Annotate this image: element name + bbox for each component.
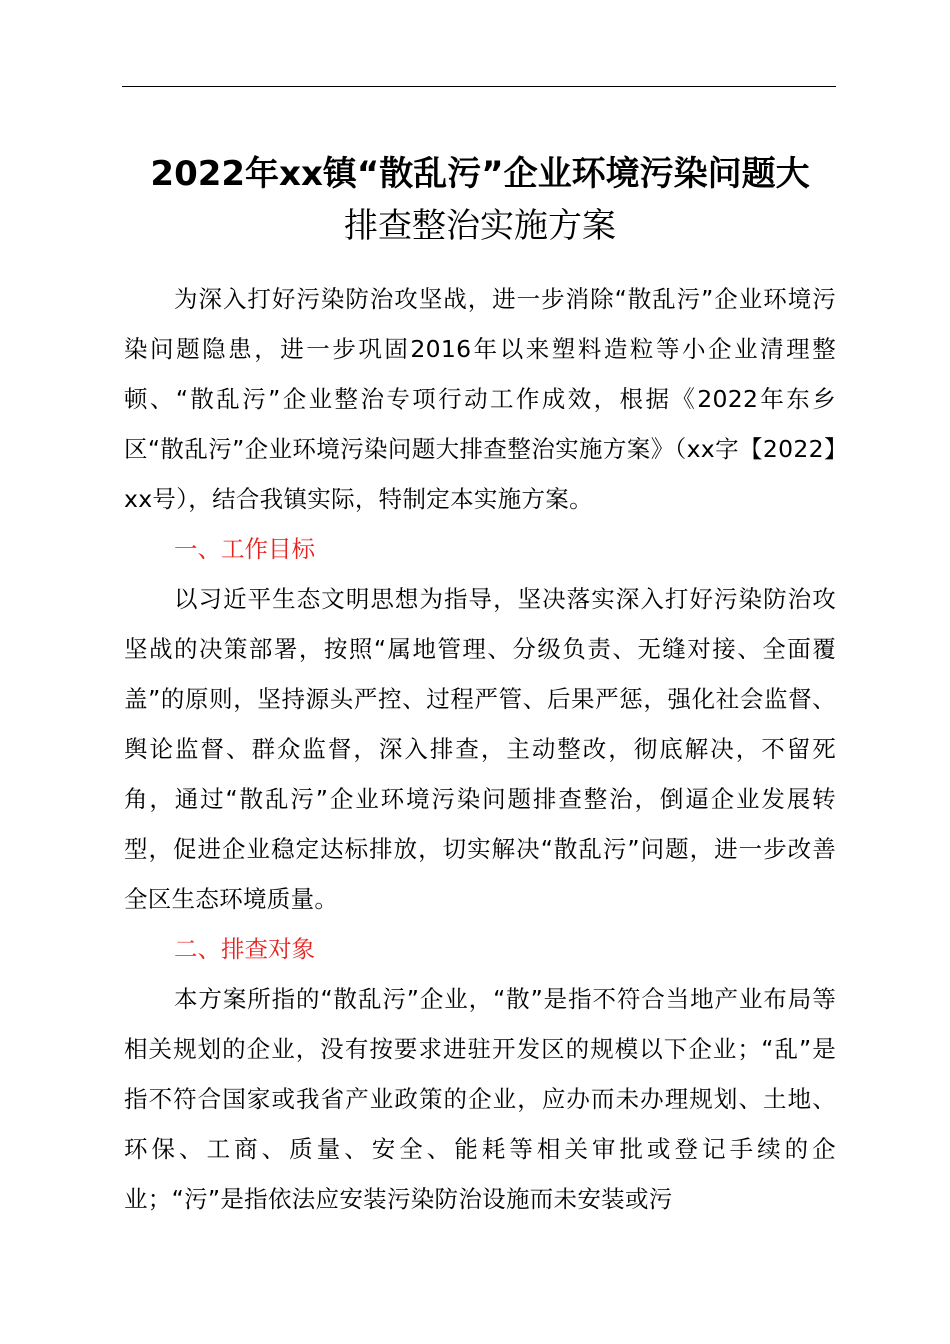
header-rule — [122, 86, 836, 87]
intro-paragraph: 为深入打好污染防治攻坚战，进一步消除“散乱污”企业环境污染问题隐患，进一步巩固2016年以来塑料造粒等小企业清理整顿、“散乱污”企业整治专项行动工作成效，根据《2022年东乡区“散乱污”企业环境污染问题大排查整治实施方案》（xx字【2022】xx号），结合我镇实际，特制定本实施方案。 — [124, 285, 836, 513]
section-heading-targets: 二、排查对象 — [174, 935, 315, 963]
goals-paragraph: 以习近平生态文明思想为指导，坚决落实深入打好污染防治攻坚战的决策部署，按照“属地管理、分级负责、无缝对接、全面覆盖”的原则，坚持源头严控、过程严管、后果严惩，强化社会监督、舆论监督、群众监督，深入排查，主动整改，彻底解决，不留死角，通过“散乱污”企业环境污染问题排查整治，倒逼企业发展转型，促进企业稳定达标排放，切实解决“散乱污”问题，进一步改善全区生态环境质量。 — [124, 585, 836, 913]
section-heading-goals: 一、工作目标 — [174, 535, 315, 563]
document-title — [100, 148, 860, 252]
document-body — [124, 274, 836, 1224]
title-line-1: 2022年xx镇“散乱污”企业环境污染问题大 — [150, 154, 810, 194]
title-line-2: 排查整治实施方案 — [344, 206, 616, 246]
targets-paragraph: 本方案所指的“散乱污”企业，“散”是指不符合当地产业布局等相关规划的企业，没有按要求进驻开发区的规模以下企业；“乱”是指不符合国家或我省产业政策的企业，应办而未办理规划、土地、环保、工商、质量、安全、能耗等相关审批或登记手续的企业；“污”是指依法应安装污染防治设施而未安装或污 — [124, 985, 836, 1213]
